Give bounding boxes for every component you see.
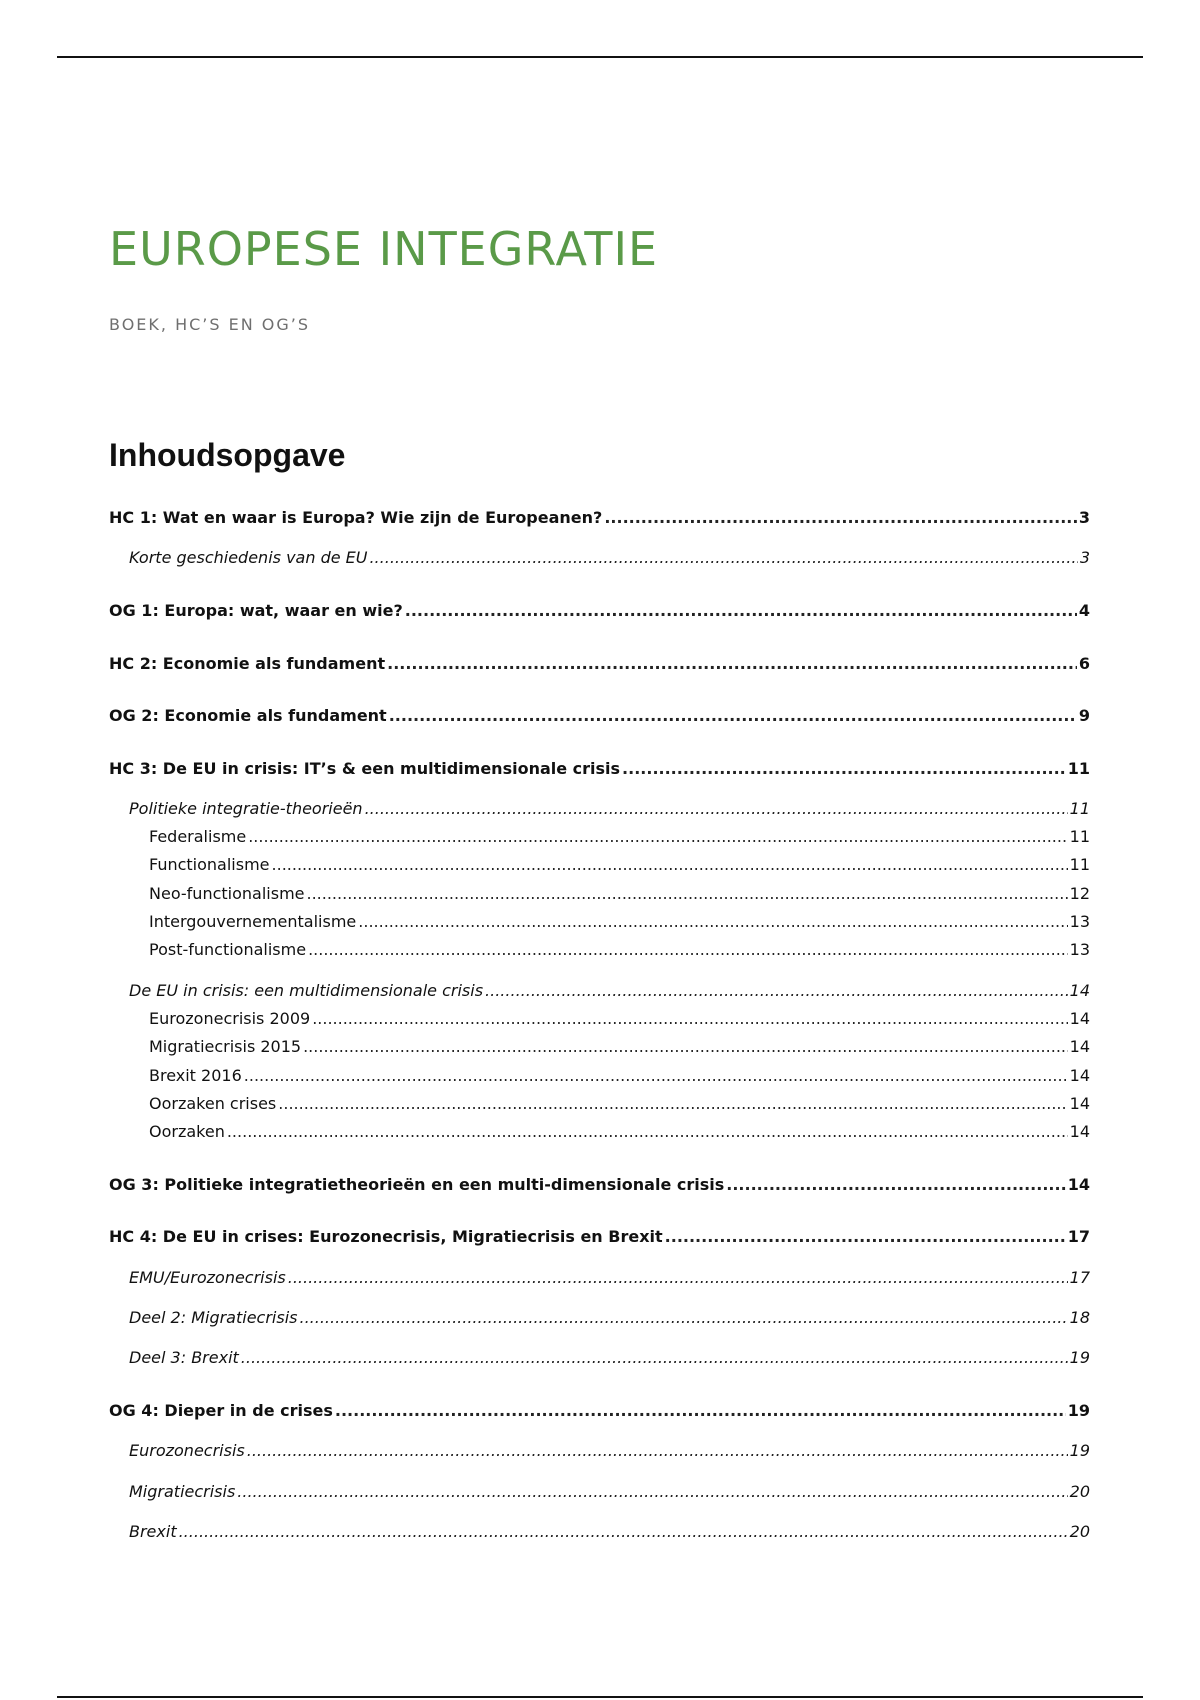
toc-entry[interactable] [149,1094,1090,1114]
toc-entry-page: 14 [1069,1066,1090,1085]
toc-entry-page: 6 [1078,654,1090,673]
toc-entry-page: 11 [1069,799,1090,818]
toc-entry-label: Post-functionalisme [149,940,307,959]
toc-leader [369,548,1077,568]
toc-entry-page: 14 [1067,1175,1090,1194]
toc-entry-page: 13 [1069,940,1090,959]
toc-entry[interactable] [109,508,1090,528]
toc-entry[interactable] [149,827,1090,847]
toc-entry-label: EMU/Eurozonecrisis [129,1268,286,1287]
toc-leader [312,1009,1067,1029]
toc-entry[interactable] [129,1441,1090,1461]
toc-entry[interactable] [149,1037,1090,1057]
toc-entry-page: 11 [1067,759,1090,778]
toc-leader [288,1268,1068,1288]
toc-entry-page: 20 [1069,1482,1090,1501]
toc-leader [278,1094,1067,1114]
toc-leader [241,1348,1068,1368]
toc-entry[interactable] [149,940,1090,960]
toc-entry-label: OG 3: Politieke integratietheorieën en een multi-dimensionale crisis [109,1175,725,1194]
toc-entry-page: 13 [1069,912,1090,931]
toc-entry[interactable] [109,654,1090,674]
toc-entry-page: 3 [1079,548,1090,567]
toc-entry[interactable] [149,855,1090,875]
toc-entry-page: 19 [1067,1401,1090,1420]
toc-entry-label: HC 3: De EU in crisis: IT’s & een multidimensionale crisis [109,759,621,778]
toc-entry[interactable] [109,1227,1090,1247]
toc-entry-page: 14 [1069,1037,1090,1056]
toc-leader [389,706,1077,726]
toc-leader [303,1037,1068,1057]
toc-entry[interactable] [149,1066,1090,1086]
toc-entry-page: 19 [1069,1441,1090,1460]
toc-entry-label: Eurozonecrisis 2009 [149,1009,311,1028]
toc-entry[interactable] [149,1122,1090,1142]
toc-entry-label: Deel 3: Brexit [129,1348,239,1367]
toc-leader [244,1066,1068,1086]
toc-entry-label: HC 2: Economie als fundament [109,654,386,673]
toc-leader [485,981,1068,1001]
toc-entry-label: Migratiecrisis 2015 [149,1037,302,1056]
toc-entry-label: OG 4: Dieper in de crises [109,1401,333,1420]
toc-entry-label: Oorzaken [149,1122,225,1141]
toc-leader [726,1175,1065,1195]
toc-entry[interactable] [109,601,1090,621]
toc-entry-label: Korte geschiedenis van de EU [129,548,368,567]
toc-leader [308,940,1068,960]
toc-entry[interactable] [129,1308,1090,1328]
toc-leader [358,912,1067,932]
toc-entry-label: Functionalisme [149,855,270,874]
toc-leader [405,601,1077,621]
toc-entry[interactable] [129,1348,1090,1368]
toc-entry-label: Eurozonecrisis [129,1441,245,1460]
toc-entry[interactable] [149,912,1090,932]
toc-entry[interactable] [129,1482,1090,1502]
toc-entry-label: HC 4: De EU in crises: Eurozonecrisis, Migratiecrisis en Brexit [109,1227,663,1246]
toc-entry-label: Intergouvernementalisme [149,912,357,931]
toc-entry[interactable] [149,1009,1090,1029]
toc-entry-page: 9 [1078,706,1090,725]
toc-leader [248,827,1067,847]
toc-leader [604,508,1077,528]
toc-entry-label: Oorzaken crises [149,1094,277,1113]
toc-entry-label: Migratiecrisis [129,1482,236,1501]
toc-entry-label: Deel 2: Migratiecrisis [129,1308,298,1327]
table-of-contents [109,0,1090,1700]
toc-entry-label: OG 2: Economie als fundament [109,706,387,725]
toc-entry[interactable] [109,1401,1090,1421]
toc-leader [665,1227,1066,1247]
toc-entry-page: 4 [1078,601,1090,620]
toc-entry-label: Brexit 2016 [149,1066,242,1085]
toc-entry[interactable] [109,759,1090,779]
toc-entry-page: 14 [1069,1122,1090,1141]
toc-entry[interactable] [129,981,1090,1001]
toc-entry-label: Politieke integratie-theorieën [129,799,363,818]
toc-entry-page: 19 [1069,1348,1090,1367]
toc-entry-page: 3 [1078,508,1090,527]
toc-entry[interactable] [129,1268,1090,1288]
toc-entry-page: 11 [1069,827,1090,846]
toc-leader [299,1308,1067,1328]
toc-entry[interactable] [149,884,1090,904]
toc-entry-label: Brexit [129,1522,177,1541]
document-title: EUROPESE INTEGRATIE [109,222,659,276]
toc-entry-page: 12 [1069,884,1090,903]
toc-entry-page: 14 [1069,1009,1090,1028]
toc-leader [247,1441,1068,1461]
toc-entry-page: 17 [1067,1227,1090,1246]
toc-entry-page: 14 [1069,981,1090,1000]
toc-leader [227,1122,1068,1142]
document-subtitle: BOEK, HC’S EN OG’S [109,315,310,334]
toc-leader [335,1401,1066,1421]
toc-entry-label: OG 1: Europa: wat, waar en wie? [109,601,403,620]
toc-entry[interactable] [109,1175,1090,1195]
toc-entry-page: 18 [1069,1308,1090,1327]
toc-entry-label: Neo-functionalisme [149,884,305,903]
toc-leader [387,654,1077,674]
toc-entry[interactable] [109,706,1090,726]
toc-leader [365,799,1068,819]
footer-rule [57,1696,1143,1698]
toc-heading: Inhoudsopgave [109,437,346,473]
toc-leader [237,1482,1067,1502]
toc-entry[interactable] [129,548,1090,568]
toc-entry[interactable] [129,799,1090,819]
toc-entry-label: De EU in crisis: een multidimensionale crisis [129,981,484,1000]
toc-leader [179,1522,1068,1542]
toc-entry-label: Federalisme [149,827,247,846]
toc-entry-page: 14 [1069,1094,1090,1113]
toc-entry-page: 11 [1069,855,1090,874]
toc-entry-page: 17 [1069,1268,1090,1287]
toc-entry-page: 20 [1069,1522,1090,1541]
toc-leader [622,759,1066,779]
toc-entry[interactable] [129,1522,1090,1542]
toc-leader [307,884,1068,904]
toc-entry-label: HC 1: Wat en waar is Europa? Wie zijn de Europeanen? [109,508,603,527]
toc-leader [272,855,1068,875]
